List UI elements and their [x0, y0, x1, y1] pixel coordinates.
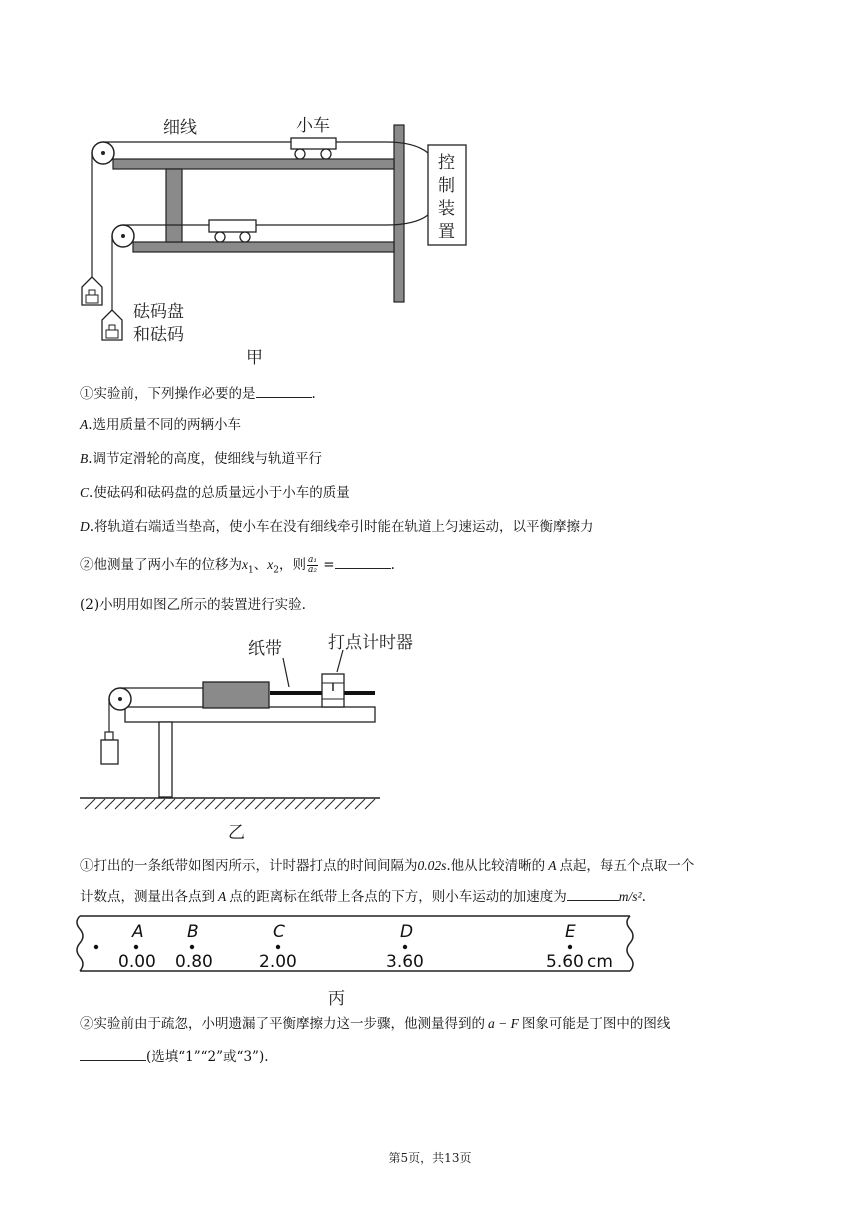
q1-option-d	[80, 517, 594, 537]
fraction-a1-a2	[307, 556, 318, 575]
figure-yi	[75, 628, 413, 818]
q4-text: 图象可能是丁图中的图线	[521, 1016, 671, 1032]
point-label-e: E	[565, 922, 576, 942]
point-value-a: 0.00	[118, 952, 156, 972]
option-text: .选用质量不同的两辆小车	[88, 417, 242, 433]
point-dot-c	[276, 945, 280, 949]
answer-blank	[335, 554, 391, 569]
q1-stem-suffix: .	[311, 386, 316, 402]
point-value-b: 0.80	[175, 952, 213, 972]
q1-stem-prefix: ①实验前，下列操作必要的是	[80, 386, 256, 402]
point-label-a: A	[132, 922, 144, 942]
unit-cm: cm	[587, 952, 613, 972]
var-x2: x	[267, 557, 274, 572]
q4-text: ②实验前由于疏忽，小明遗漏了平衡摩擦力这一步骤，他测量得到的	[80, 1016, 485, 1032]
q1-stem	[80, 383, 316, 404]
point-label-b: B	[187, 922, 199, 942]
frac-num: a₁	[307, 555, 317, 565]
ground-hatch	[85, 799, 375, 809]
q2-prefix: ②他测量了两小车的位移为	[80, 557, 242, 573]
q3-text: .他从比较清晰的	[446, 858, 546, 874]
q3-text: ①打出的一条纸带如图丙所示，计时器打点的时间间隔为	[80, 858, 418, 874]
label-control-2: 制	[438, 176, 455, 196]
q4-line-1	[80, 1014, 670, 1034]
frac-den: a₂	[307, 565, 317, 575]
option-text: .调节定滑轮的高度，使细线与轨道平行	[88, 451, 323, 467]
point-value-d: 3.60	[386, 952, 424, 972]
q1-option-c	[80, 483, 350, 503]
point-label-c: C	[273, 922, 285, 942]
label-cart: 小车	[296, 116, 330, 136]
option-letter: C	[80, 485, 90, 500]
q2-suffix: .	[390, 557, 395, 573]
figure-jia	[70, 105, 500, 365]
caption-yi: 乙	[228, 823, 245, 843]
var-x1: x	[242, 557, 248, 572]
point-dot-d	[403, 945, 407, 949]
page-footer: 第5页，共13页	[388, 1151, 472, 1165]
caption-bing: 丙	[328, 989, 345, 1009]
option-letter: B	[80, 451, 89, 466]
label-control-4: 置	[438, 222, 455, 242]
option-letter: D	[80, 519, 90, 534]
figure-bing	[70, 908, 640, 978]
point-value-c: 2.00	[259, 952, 297, 972]
q2-line	[80, 554, 395, 581]
q4-line-2	[80, 1046, 269, 1067]
q2-then: ，则	[278, 557, 306, 573]
option-letter: A	[80, 417, 89, 432]
part2-intro: (2)小明用如图乙所示的装置进行实验.	[80, 597, 306, 613]
answer-blank	[80, 1046, 146, 1061]
label-tape: 纸带	[248, 639, 282, 659]
q3-point-a: A	[548, 858, 557, 873]
point-label-d: D	[400, 922, 414, 942]
sub-1: 1	[248, 565, 254, 576]
caption-jia: 甲	[246, 348, 263, 368]
q2-eq: =	[318, 557, 335, 573]
option-text: .使砝码和砝码盘的总质量远小于小车的质量	[89, 485, 350, 501]
q3-text: 点起，每五个点取一个	[559, 858, 695, 874]
label-control-3: 装	[438, 199, 455, 219]
q3-text: 点的距离标在纸带上各点的下方，则小车运动的加速度为	[229, 889, 567, 905]
point-dot-e	[568, 945, 572, 949]
q4-text: (选填“1”“2”或“3”).	[146, 1049, 269, 1065]
label-string: 细线	[163, 118, 197, 138]
point-dot-a	[134, 945, 138, 949]
answer-blank	[567, 886, 619, 901]
option-text: .将轨道右端适当垫高，使小车在没有细线牵引时能在轨道上匀速运动，以平衡摩擦力	[89, 519, 594, 535]
q3-line-2	[80, 886, 646, 907]
sub-2: 2	[273, 565, 279, 576]
q3-line-1	[80, 856, 694, 876]
q4-formula: a − F	[488, 1016, 519, 1031]
q3-unit: m/s²	[618, 889, 642, 904]
q1-option-b	[80, 449, 322, 469]
q1-option-a	[80, 415, 241, 435]
label-weights-1: 砝码盘	[133, 302, 184, 322]
point-dot-b	[190, 945, 194, 949]
q3-text: .	[641, 889, 646, 905]
point-value-e: 5.60	[546, 952, 584, 972]
label-control-1: 控	[438, 153, 455, 173]
answer-blank	[256, 383, 312, 398]
q3-point-a: A	[218, 889, 227, 904]
q2-sep: 、	[253, 557, 268, 573]
label-timer: 打点计时器	[328, 633, 413, 653]
q3-interval: 0.02s	[417, 858, 447, 873]
label-weights-2: 和砝码	[133, 325, 184, 345]
q3-text: 计数点，测量出各点到	[80, 889, 215, 905]
